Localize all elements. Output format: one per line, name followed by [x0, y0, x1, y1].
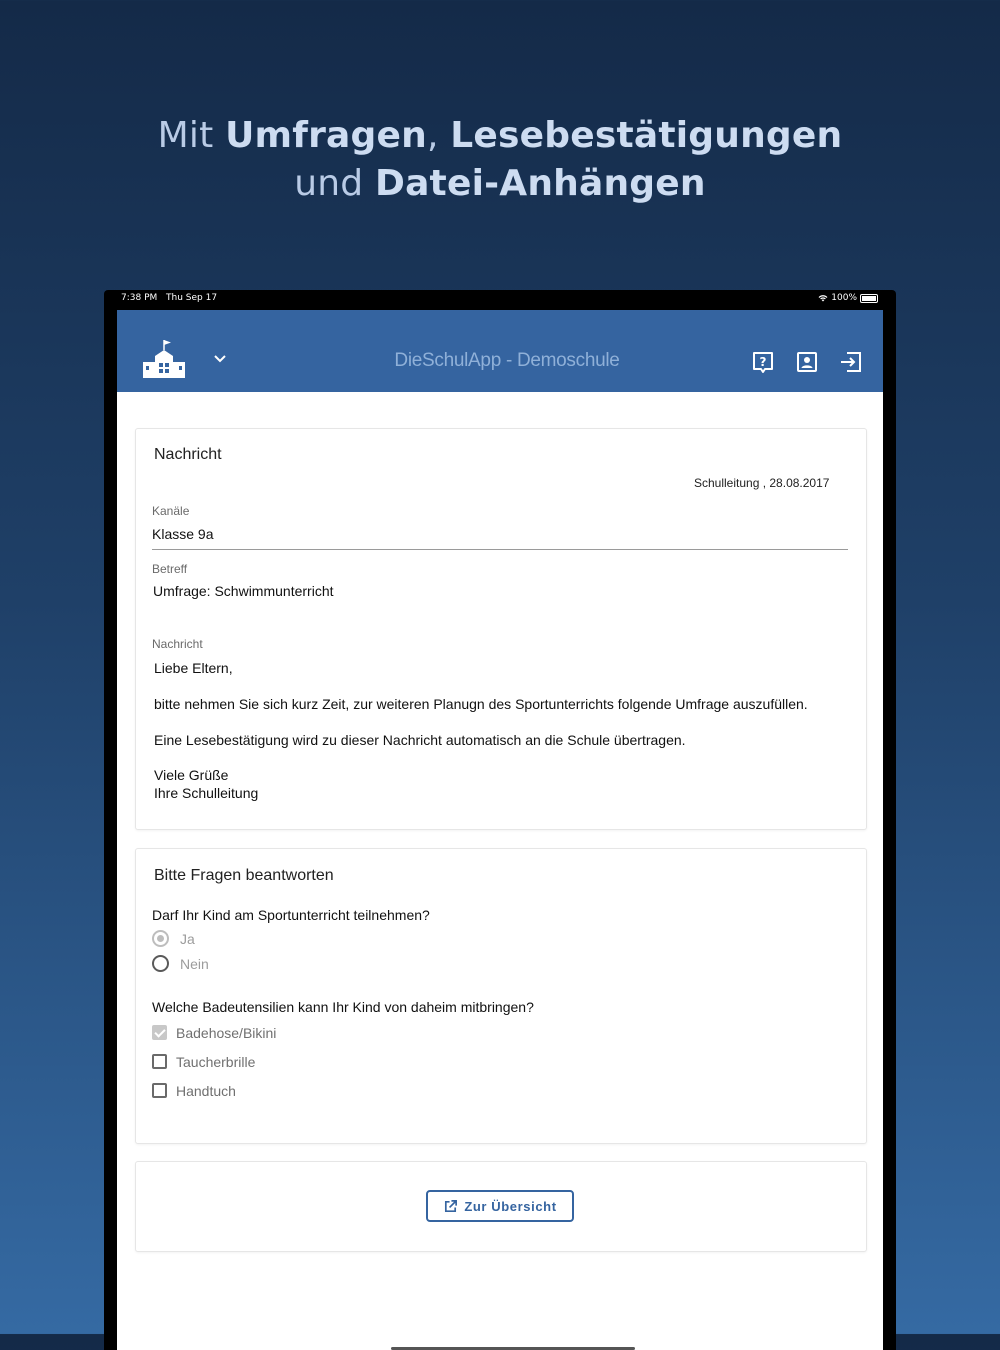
body-paragraph-2: Eine Lesebestätigung wird zu dieser Nachricht automatisch an die Schule übertragen.	[154, 732, 686, 748]
checkbox-handtuch[interactable]	[152, 1083, 167, 1098]
channels-underline	[152, 549, 848, 550]
status-time: 7:38 PM	[121, 293, 158, 303]
status-date: Thu Sep 17	[166, 293, 218, 303]
battery-icon	[860, 294, 878, 303]
svg-text:?: ?	[759, 355, 767, 369]
promo-bold-attachments: Datei-Anhängen	[374, 163, 706, 204]
promo-headline	[0, 112, 1000, 208]
checkbox-taucherbrille[interactable]	[152, 1054, 167, 1069]
promo-text: und	[294, 163, 375, 204]
radio-nein[interactable]	[152, 955, 169, 972]
external-link-icon	[443, 1199, 458, 1214]
overview-button[interactable]	[426, 1190, 574, 1222]
checkbox-label-taucherbrille: Taucherbrille	[176, 1054, 256, 1070]
actions-card	[135, 1161, 867, 1252]
message-card-title: Nachricht	[154, 446, 222, 463]
channels-value: Klasse 9a	[152, 526, 214, 542]
app-title: DieSchulApp - Demoschule	[394, 350, 620, 371]
checkbox-badehose[interactable]	[152, 1025, 167, 1040]
overview-button-label: Zur Übersicht	[464, 1198, 557, 1214]
tablet-frame	[104, 290, 896, 1350]
radio-label-nein: Nein	[180, 956, 209, 972]
subject-label: Betreff	[152, 562, 188, 576]
body-closing-1: Viele Grüße	[154, 767, 229, 783]
message-card	[135, 428, 867, 830]
survey-question-1: Darf Ihr Kind am Sportunterricht teilnehmen?	[152, 907, 430, 923]
promo-line-2	[0, 160, 1000, 208]
wifi-icon	[818, 294, 828, 302]
survey-question-2: Welche Badeutensilien kann Ihr Kind von daheim mitbringen?	[152, 999, 534, 1015]
message-author-date: Schulleitung , 28.08.2017	[694, 476, 830, 490]
status-bar	[104, 290, 896, 308]
checkbox-label-handtuch: Handtuch	[176, 1083, 236, 1099]
help-icon[interactable]	[751, 350, 775, 374]
status-right	[818, 293, 878, 303]
body-label: Nachricht	[152, 637, 203, 651]
profile-icon[interactable]	[795, 350, 819, 374]
body-paragraph-1: bitte nehmen Sie sich kurz Zeit, zur weiteren Planugn des Sportunterrichts folgende Umfrage auszufüllen.	[154, 696, 808, 712]
survey-card	[135, 848, 867, 1144]
checkbox-label-badehose: Badehose/Bikini	[176, 1025, 277, 1041]
survey-card-title: Bitte Fragen beantworten	[154, 867, 334, 884]
radio-ja[interactable]	[152, 930, 169, 947]
logout-icon[interactable]	[839, 350, 863, 374]
promo-text: ,	[426, 115, 451, 156]
channels-label: Kanäle	[152, 504, 190, 518]
body-greeting: Liebe Eltern,	[154, 660, 233, 676]
app-header	[117, 310, 883, 392]
promo-bold-read-receipts: Lesebestätigungen	[450, 115, 843, 156]
promo-line-1	[0, 112, 1000, 160]
promo-text: Mit	[157, 115, 226, 156]
subject-value: Umfrage: Schwimmunterricht	[153, 583, 334, 599]
promo-bold-surveys: Umfragen	[225, 115, 427, 156]
battery-percent: 100%	[831, 293, 857, 303]
radio-label-ja: Ja	[180, 931, 195, 947]
body-closing-2: Ihre Schulleitung	[154, 785, 259, 801]
app-screen	[117, 310, 883, 1350]
